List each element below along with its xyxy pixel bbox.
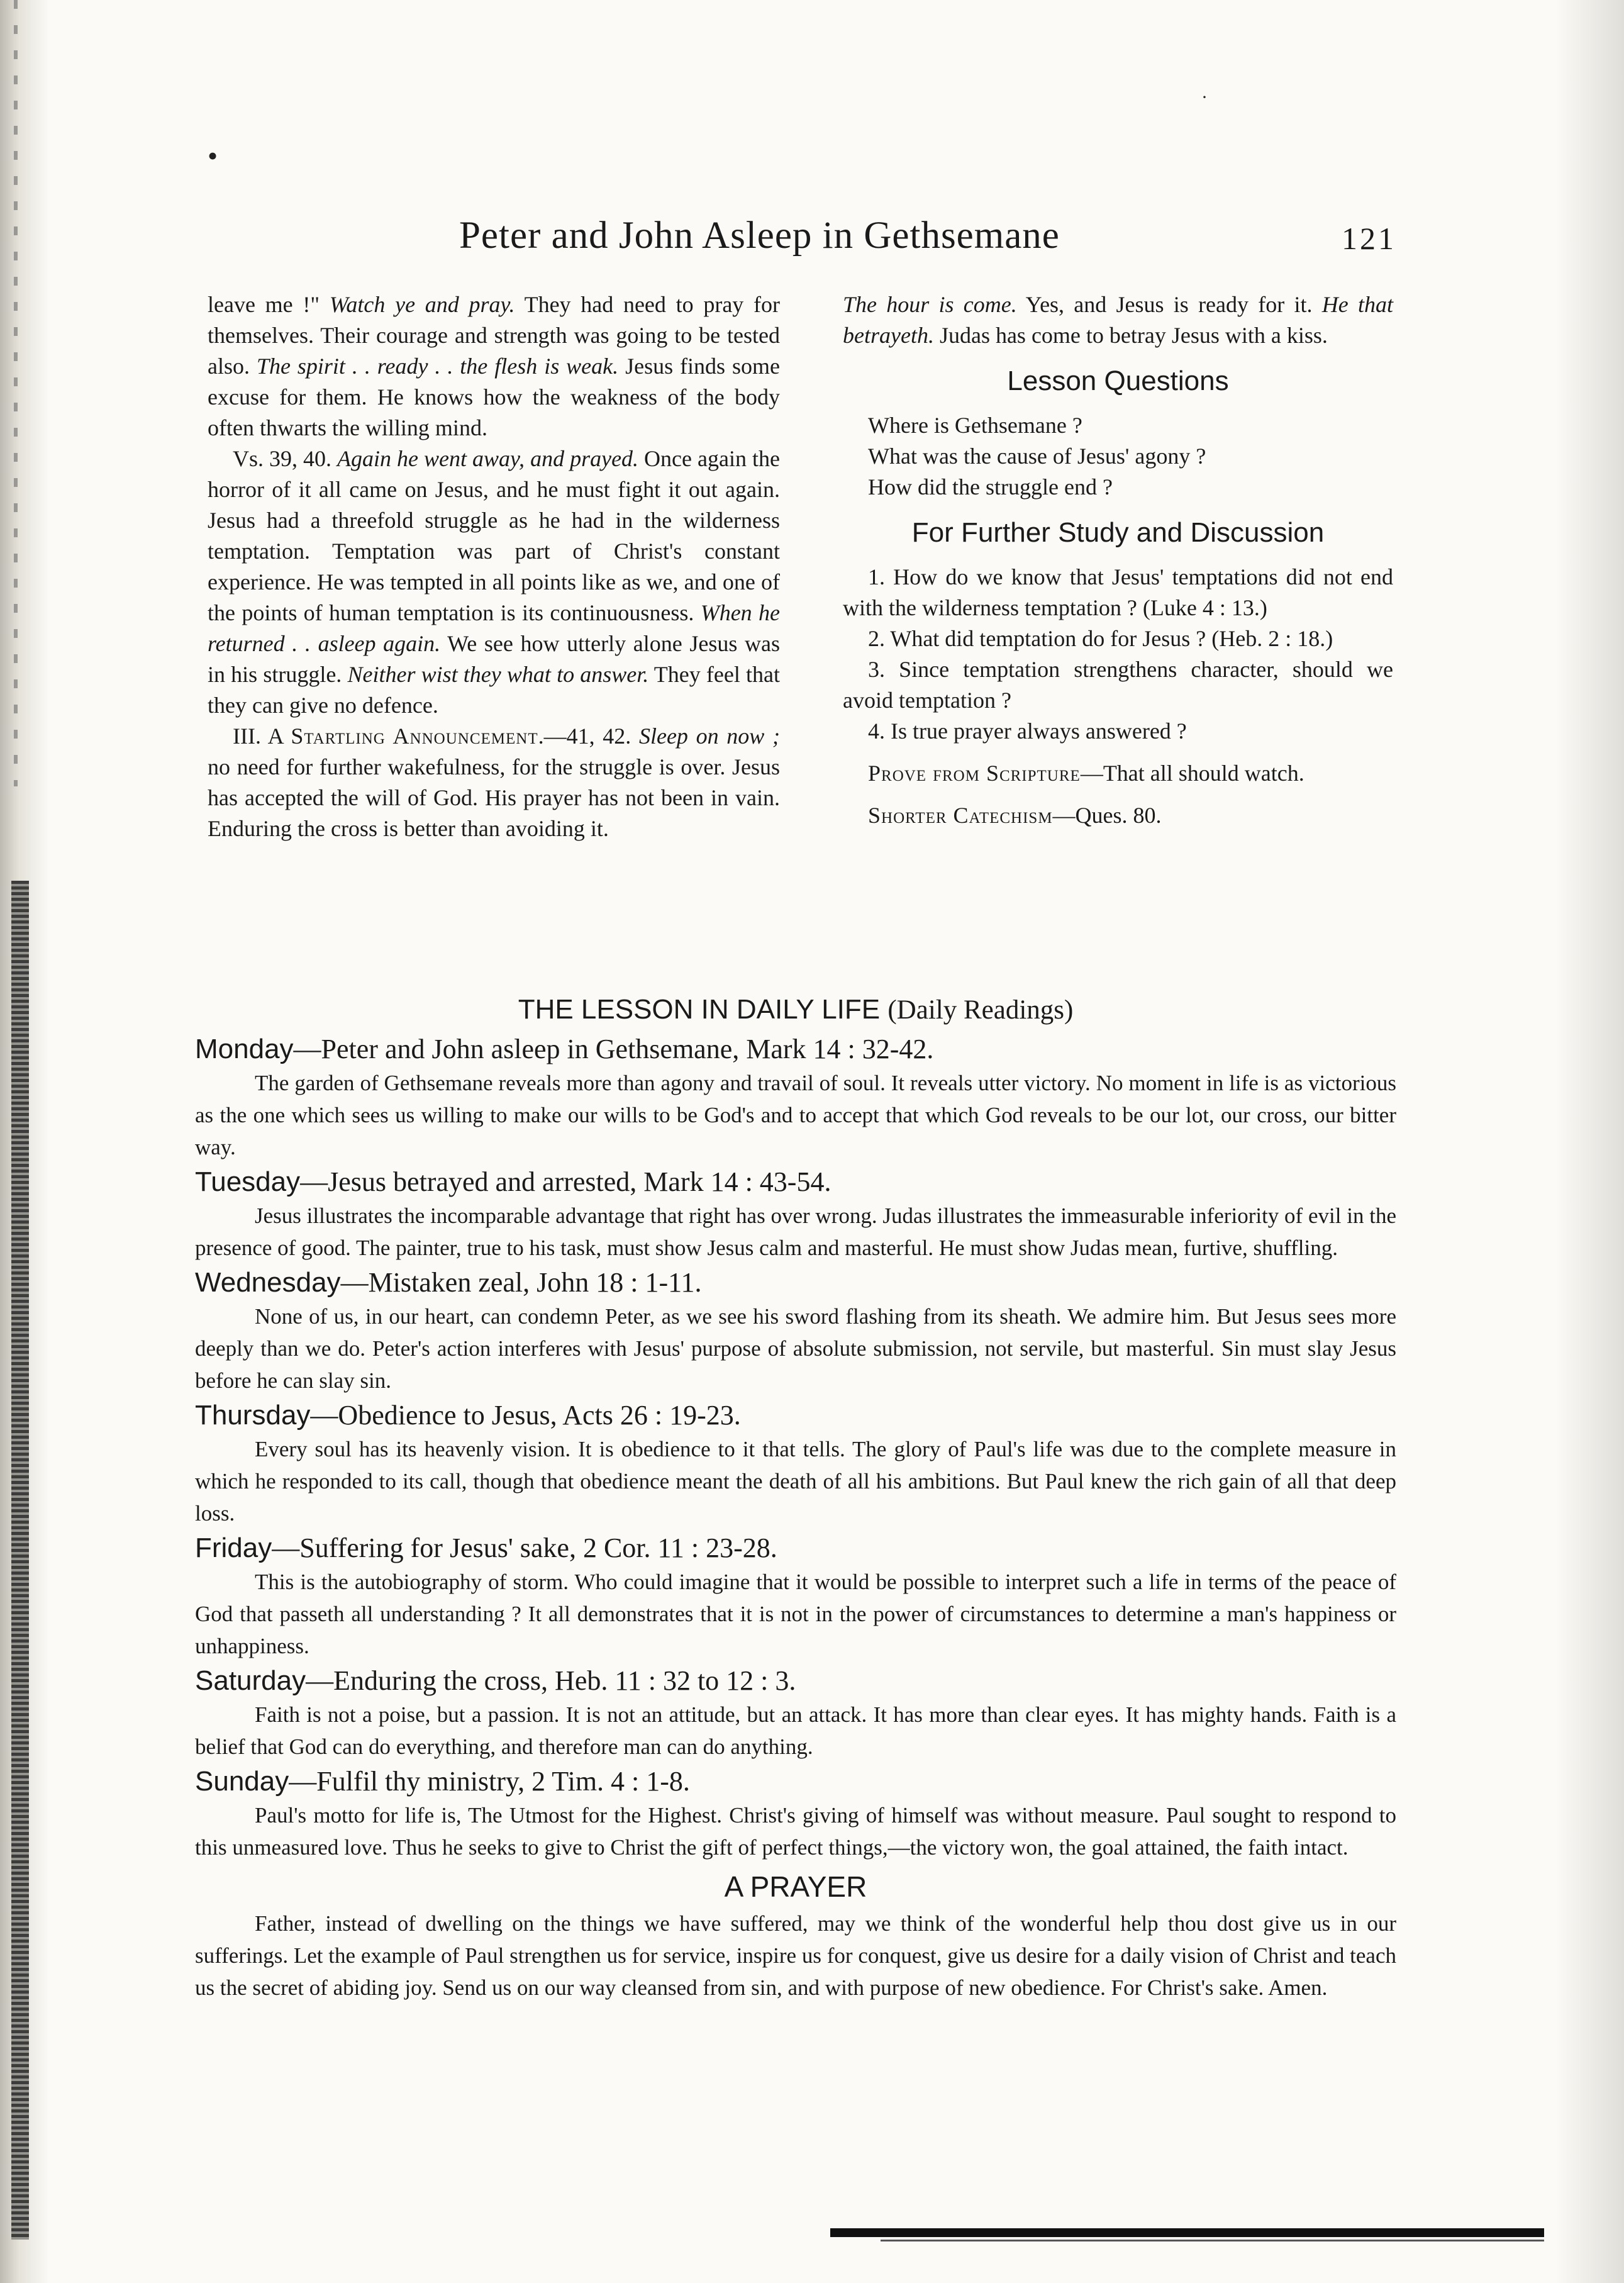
scripture-quote: When he returned . . asleep again. xyxy=(208,600,780,656)
daily-reading xyxy=(195,1164,1396,1264)
day-heading xyxy=(195,1663,1396,1699)
verse-reference: Vs. 39, 40. xyxy=(233,446,338,471)
commentary-paragraph xyxy=(843,289,1393,351)
study-item: 2. What did temptation do for Jesus ? (Heb. 2 : 18.) xyxy=(868,626,1333,651)
scripture-quote: Watch ye and pray. xyxy=(329,292,515,317)
text-run: Once again the horror of it all came on Jesus, and he must fight it out again. Jesus had a threefold struggle as he had in the wilderness temptation. Temptation was part of Christ's constant experience. He was tempted in all points like as we, and one of the points of human temptation is its continuousness. xyxy=(208,446,780,625)
lesson-questions-heading: Lesson Questions xyxy=(1007,366,1229,396)
day-heading xyxy=(195,1531,1396,1566)
scripture-quote: Again he went away, and prayed. xyxy=(337,446,639,471)
further-study-heading: For Further Study and Discussion xyxy=(911,517,1325,548)
prove-from-scripture xyxy=(843,758,1393,789)
scripture-quote: The hour is come. xyxy=(843,292,1017,317)
margin-mark: • xyxy=(208,140,218,172)
daily-life-subtitle: (Daily Readings) xyxy=(887,995,1074,1025)
page-header xyxy=(195,201,1396,277)
day-reading-ref: —Obedience to Jesus, Acts 26 : 19-23. xyxy=(310,1400,741,1431)
lesson-questions-list xyxy=(843,410,1393,503)
study-item: 4. Is true prayer always answered ? xyxy=(868,718,1187,744)
day-name: Tuesday xyxy=(195,1166,301,1197)
day-text: Jesus illustrates the incomparable advantage that right has over wrong. Judas illustrates the immeasurable inferiority of evil in the presence of good. The painter, true to his task, must show Jesus calm and masterful. He must show Judas mean, furtive, shuffling. xyxy=(195,1203,1396,1260)
study-item: 1. How do we know that Jesus' temptations did not end with the wilderness temptation ? (Luke 4 : 13.) xyxy=(843,564,1393,620)
catechism-text: —Ques. 80. xyxy=(1052,803,1162,828)
page-right-edge-shadow xyxy=(1555,0,1624,2283)
day-reading-ref: —Enduring the cross, Heb. 11 : 32 to 12 : 3. xyxy=(306,1665,796,1696)
question-item: What was the cause of Jesus' agony ? xyxy=(868,444,1206,469)
scripture-quote: The spirit . . ready . . the flesh is weak. xyxy=(256,354,619,379)
day-text: None of us, in our heart, can condemn Peter, as we see his sword flashing from its sheath. We admire him. But Jesus sees more deeply than we do. Peter's action interferes with Jesus' purpose of absolute submission, not servile, but masterful. Sin must slay Jesus before he can slay sin. xyxy=(195,1304,1396,1393)
day-text: Every soul has its heavenly vision. It is obedience to it that tells. The glory of Paul's life was due to the complete measure in which he responded to its call, though that obedience meant the death of all his ambitions. But Paul knew the rich gain of all that deep loss. xyxy=(195,1437,1396,1526)
section-number: III. A xyxy=(233,723,291,749)
scripture-quote: He that betrayeth. xyxy=(843,292,1393,348)
question-item: Where is Gethsemane ? xyxy=(868,413,1082,438)
daily-reading xyxy=(195,1032,1396,1163)
text-run: Judas has come to betray Jesus with a kiss. xyxy=(933,323,1328,348)
day-name: Saturday xyxy=(195,1665,306,1696)
day-heading xyxy=(195,1398,1396,1433)
daily-reading xyxy=(195,1764,1396,1863)
prayer-text: Father, instead of dwelling on the things we have suffered, may we think of the wonderful help thou dost give us in our sufferings. Let the example of Paul strengthen us for service, inspire us for conquest, give us desire for a daily vision of Christ and teach us the secret of abiding joy. Send us on our way cleansed from sin, and with purpose of new obedience. For Christ's sake. Amen. xyxy=(195,1911,1396,2000)
bottom-rule xyxy=(830,2228,1544,2237)
further-study-list xyxy=(843,562,1393,747)
margin-mark: · xyxy=(1201,87,1208,108)
text-run: They had need to pray for themselves. Their courage and strength was going to be tested also. xyxy=(208,292,780,379)
commentary-paragraph xyxy=(208,721,780,844)
day-reading-ref: —Jesus betrayed and arrested, Mark 14 : 43-54. xyxy=(300,1166,831,1197)
study-item: 3. Since temptation strengthens character, should we avoid temptation ? xyxy=(843,657,1393,713)
prove-label: Prove from Scripture xyxy=(868,761,1081,786)
daily-life-heading xyxy=(195,991,1396,1029)
day-name: Thursday xyxy=(195,1400,311,1431)
scripture-quote: Neither wist they what to answer. xyxy=(347,662,649,687)
day-text: The garden of Gethsemane reveals more than agony and travail of soul. It reveals utter victory. No moment in life is as victorious as the one which sees us willing to make our wills to be God's and to accept that which God reveals to be our lot, our cross, our bitter way. xyxy=(195,1071,1396,1159)
day-reading-ref: —Mistaken zeal, John 18 : 1-11. xyxy=(340,1267,702,1298)
commentary-paragraph xyxy=(208,444,780,721)
left-column xyxy=(208,289,780,844)
page-number: 121 xyxy=(1342,221,1396,256)
text-run: leave me !" xyxy=(208,292,330,317)
daily-reading xyxy=(195,1265,1396,1397)
text-run: They feel that they can give no defence. xyxy=(208,662,780,718)
day-name: Friday xyxy=(195,1532,272,1563)
scripture-quote: Sleep on now ; xyxy=(638,723,780,749)
daily-reading xyxy=(195,1398,1396,1529)
catechism-label: Shorter Catechism xyxy=(868,803,1053,828)
day-text: Paul's motto for life is, The Utmost for the Highest. Christ's giving of himself was without measure. Paul sought to respond to this unmeasured love. Thus he seeks to give to Christ the gift of perfect things,—the victory won, the goal attained, the faith intact. xyxy=(195,1803,1396,1860)
day-text: This is the autobiography of storm. Who could imagine that it would be possible to interpret such a life in terms of the peace of God that passeth all understanding ? It all demonstrates that it is not in the power of circumstances to determine a man's happiness or unhappiness. xyxy=(195,1570,1396,1658)
daily-reading xyxy=(195,1531,1396,1662)
text-run: We see how utterly alone Jesus was in his struggle. xyxy=(208,631,780,687)
text-run: Yes, and Jesus is ready for it. xyxy=(1016,292,1322,317)
question-item: How did the struggle end ? xyxy=(868,474,1113,500)
day-reading-ref: —Peter and John asleep in Gethsemane, Mark 14 : 32-42. xyxy=(293,1034,934,1064)
running-title: Peter and John Asleep in Gethsemane xyxy=(459,215,1060,257)
day-name: Monday xyxy=(195,1034,294,1064)
day-name: Sunday xyxy=(195,1766,289,1797)
day-reading-ref: —Fulfil thy ministry, 2 Tim. 4 : 1-8. xyxy=(289,1766,690,1797)
commentary-paragraph xyxy=(208,289,780,444)
text-run: no need for further wakefulness, for the struggle is over. Jesus has accepted the will of God. His prayer has not been in vain. Enduring the cross is better than avoiding it. xyxy=(208,754,780,841)
daily-life-section xyxy=(195,991,1396,2004)
bottom-rule-thin xyxy=(881,2240,1544,2241)
daily-reading xyxy=(195,1663,1396,1763)
right-column xyxy=(843,289,1393,831)
binding-strip xyxy=(11,881,29,2240)
prove-text: —That all should watch. xyxy=(1080,761,1304,786)
binding-stitch-top xyxy=(14,0,18,786)
section-heading: Startling Announcement xyxy=(291,723,538,749)
verse-reference: .—41, 42. xyxy=(538,723,639,749)
day-text: Faith is not a poise, but a passion. It is not an attitude, but an attack. It has more than clear eyes. It has mighty hands. Faith is a belief that God can do everything, and therefore man can do anything. xyxy=(195,1702,1396,1759)
text-run: Jesus finds some excuse for them. He knows how the weakness of the body often thwarts the willing mind. xyxy=(208,354,781,440)
day-heading xyxy=(195,1764,1396,1799)
day-heading xyxy=(195,1032,1396,1067)
day-reading-ref: —Suffering for Jesus' sake, 2 Cor. 11 : 23-28. xyxy=(272,1532,777,1563)
daily-life-title: THE LESSON IN DAILY LIFE xyxy=(518,994,881,1025)
day-heading xyxy=(195,1265,1396,1300)
shorter-catechism xyxy=(843,800,1393,831)
day-heading xyxy=(195,1164,1396,1200)
day-name: Wednesday xyxy=(195,1267,341,1298)
prayer-heading: A PRAYER xyxy=(724,1870,867,1903)
